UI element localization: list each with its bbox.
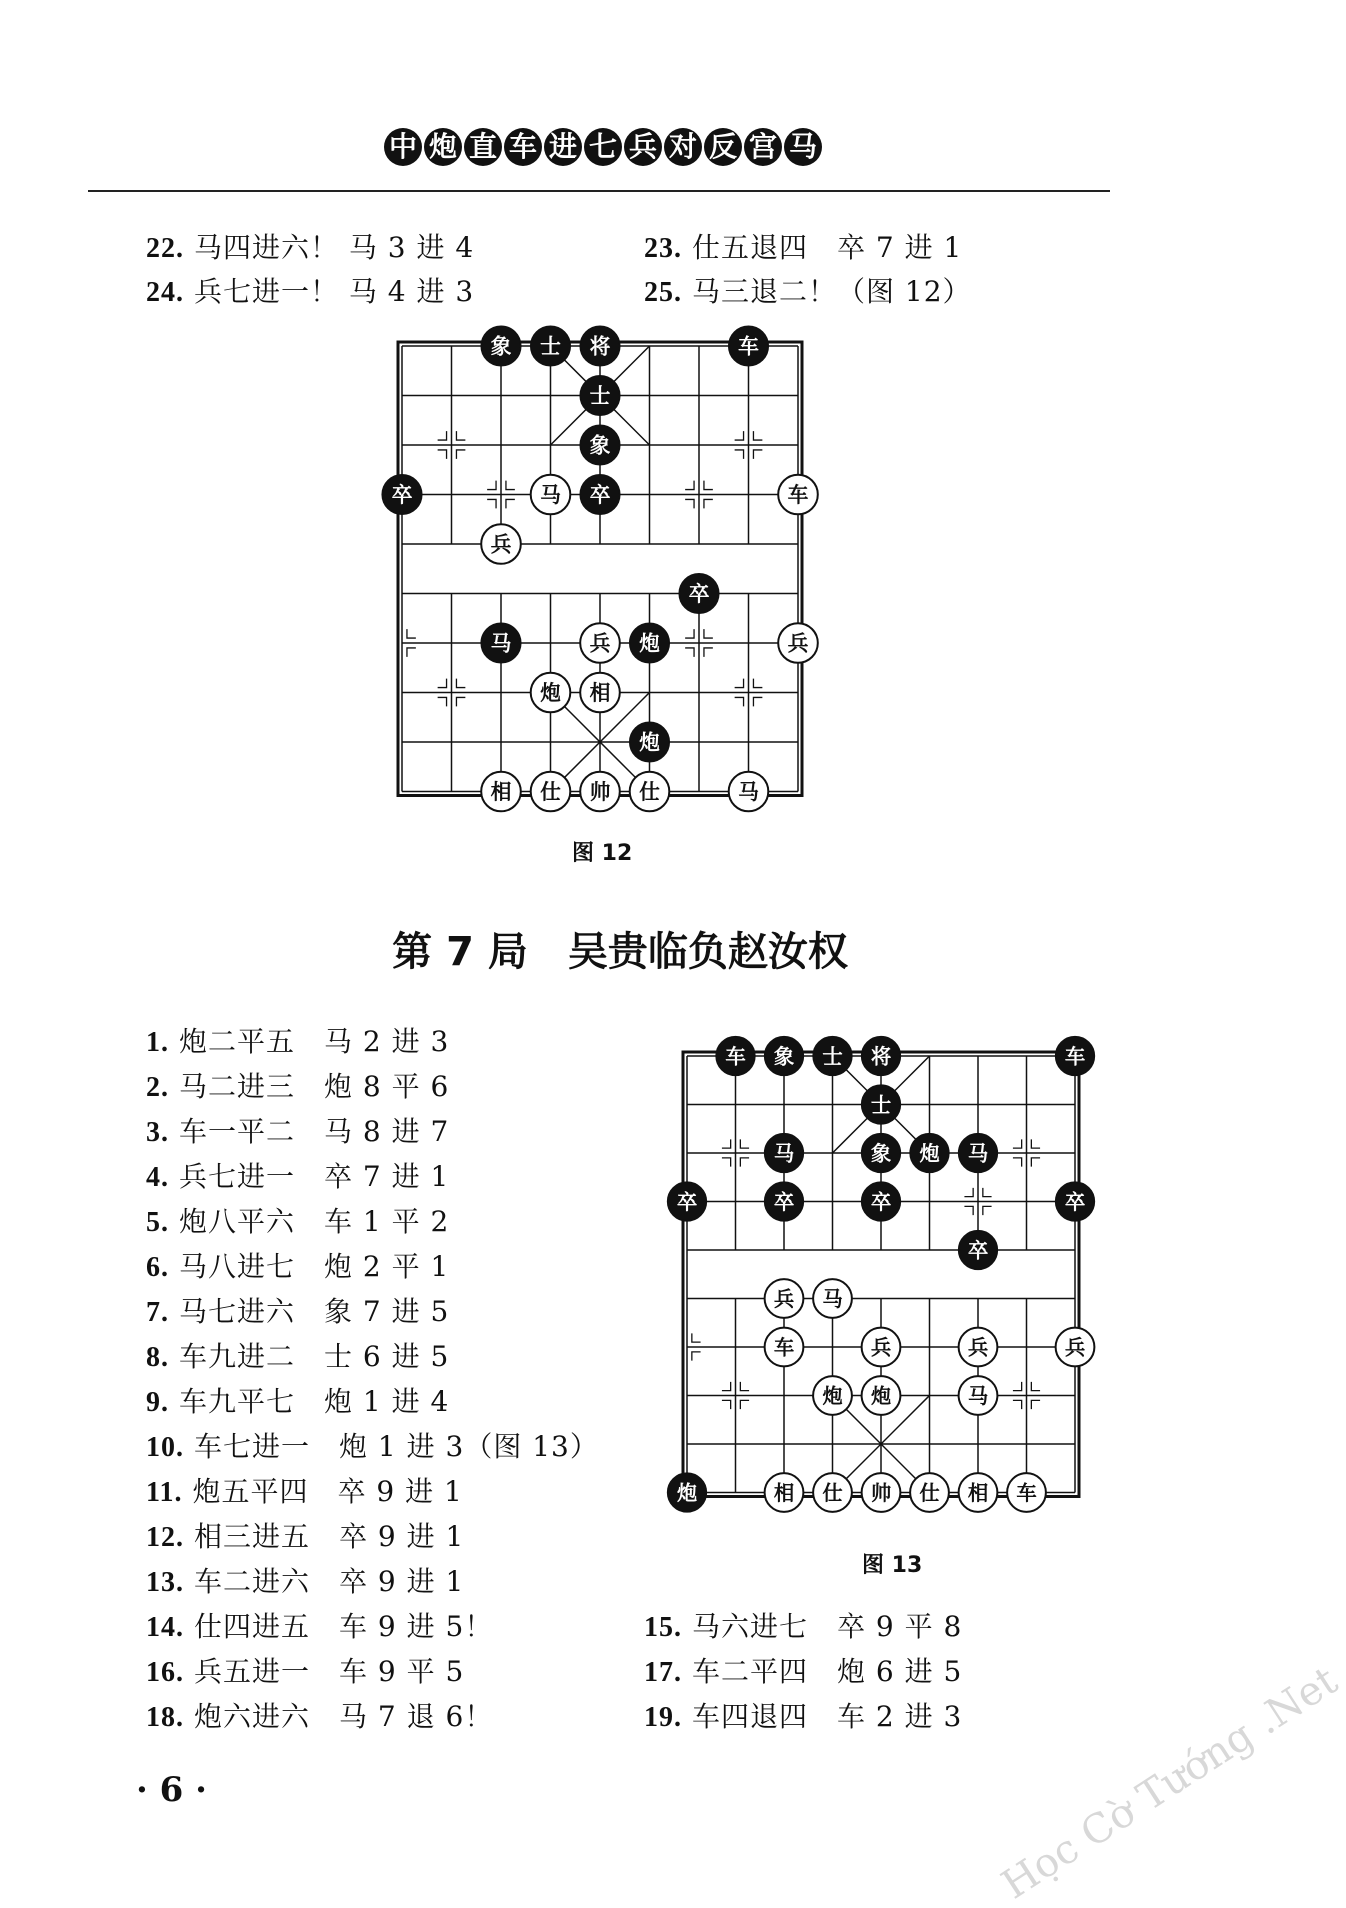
svg-text:马: 马 (490, 631, 512, 656)
piece-black (716, 1037, 755, 1076)
svg-text:炮: 炮 (676, 1480, 698, 1505)
move-line (146, 1290, 449, 1330)
piece-red (778, 623, 818, 663)
move-line (146, 1650, 464, 1690)
move-line (146, 1020, 449, 1060)
figure-caption: 图 13 (862, 1553, 923, 1578)
move-text: 车七进一 炮 1 进 3（图 13） (194, 1430, 599, 1463)
move-text: 车二平四 炮 6 进 5 (692, 1655, 963, 1688)
piece-red (813, 1376, 852, 1415)
xiangqi-board-figure-13 (665, 1040, 1095, 1540)
piece-black (580, 376, 620, 416)
header-char: 兵 (624, 128, 662, 166)
svg-text:车: 车 (1064, 1044, 1086, 1069)
move-number: 2. (146, 1072, 169, 1103)
piece-black (481, 623, 521, 663)
piece-red (959, 1473, 998, 1512)
move-line: 23. 仕五退四 卒 7 进 1 (644, 231, 963, 264)
piece-black (765, 1134, 804, 1173)
piece-red (862, 1328, 901, 1367)
move-text: 相三进五 卒 9 进 1 (194, 1520, 465, 1553)
svg-text:将: 将 (589, 334, 611, 359)
svg-text:士: 士 (589, 384, 611, 409)
piece-red (959, 1328, 998, 1367)
svg-text:将: 将 (870, 1044, 892, 1069)
move-line (146, 1560, 464, 1600)
move-line (146, 1200, 449, 1240)
piece-red (813, 1279, 852, 1318)
piece-red (910, 1473, 949, 1512)
move-number: 10. (146, 1432, 184, 1463)
piece-black (862, 1182, 901, 1221)
move-number: 6. (146, 1252, 169, 1283)
svg-text:卒: 卒 (967, 1238, 989, 1263)
piece-black (862, 1134, 901, 1173)
svg-text:卒: 卒 (589, 483, 611, 508)
move-number: 3. (146, 1117, 169, 1148)
piece-black (382, 475, 422, 515)
svg-text:炮: 炮 (919, 1141, 940, 1166)
header-char: 中 (384, 128, 422, 166)
piece-red (481, 772, 521, 812)
piece-black (1056, 1037, 1095, 1076)
move-line (644, 1650, 962, 1690)
move-line (146, 1155, 449, 1195)
move-text: 炮六进六 马 7 退 6！ (194, 1700, 494, 1733)
piece-black (679, 574, 719, 614)
piece-red (580, 772, 620, 812)
watermark: Học Cờ Tướng .Net (993, 1657, 1346, 1908)
move-text: 炮五平四 卒 9 进 1 (192, 1475, 463, 1508)
svg-text:象: 象 (589, 433, 611, 458)
svg-text:兵: 兵 (870, 1335, 892, 1360)
piece-red (531, 772, 571, 812)
move-text: 车二进六 卒 9 进 1 (194, 1565, 465, 1598)
running-header (0, 128, 1240, 176)
piece-red (862, 1376, 901, 1415)
header-char: 宫 (744, 128, 782, 166)
piece-black (531, 326, 571, 366)
piece-black (862, 1037, 901, 1076)
svg-text:炮: 炮 (822, 1383, 843, 1408)
move-text: 炮八平六 车 1 平 2 (179, 1205, 450, 1238)
svg-text:相: 相 (773, 1480, 795, 1505)
svg-text:士: 士 (822, 1044, 843, 1069)
move-number: 18. (146, 1702, 184, 1733)
move-text: 兵五进一 车 9 平 5 (194, 1655, 465, 1688)
svg-text:卒: 卒 (688, 582, 710, 607)
piece-red (531, 673, 571, 713)
piece-red (580, 623, 620, 663)
move-number: 11. (146, 1477, 183, 1508)
piece-black (481, 326, 521, 366)
svg-text:马: 马 (822, 1286, 843, 1311)
piece-black (959, 1231, 998, 1270)
piece-black (862, 1085, 901, 1124)
move-text: 车一平二 马 8 进 7 (179, 1115, 450, 1148)
piece-black (580, 326, 620, 366)
svg-text:兵: 兵 (787, 631, 809, 656)
header-char: 马 (784, 128, 822, 166)
piece-black (630, 623, 670, 663)
piece-red (531, 475, 571, 515)
piece-black (729, 326, 769, 366)
piece-black (630, 722, 670, 762)
move-text: 马七进六 象 7 进 5 (179, 1295, 450, 1328)
piece-black (765, 1037, 804, 1076)
header-char: 七 (584, 128, 622, 166)
piece-red (959, 1376, 998, 1415)
move-text: 马八进七 炮 2 平 1 (179, 1250, 450, 1283)
move-line: 25. 马三退二！（图 12） (644, 275, 972, 308)
svg-text:士: 士 (870, 1092, 892, 1117)
svg-text:士: 士 (540, 334, 561, 359)
svg-text:仕: 仕 (822, 1480, 843, 1505)
move-line (146, 1425, 599, 1465)
header-char: 进 (544, 128, 582, 166)
move-text: 车九平七 炮 1 进 4 (179, 1385, 450, 1418)
move-number: 7. (146, 1297, 169, 1328)
move-text: 马六进七 卒 9 平 8 (692, 1610, 963, 1643)
svg-text:马: 马 (967, 1141, 989, 1166)
piece-red (778, 475, 818, 515)
move-number: 13. (146, 1567, 184, 1598)
piece-black (813, 1037, 852, 1076)
piece-red (862, 1473, 901, 1512)
move-line: 22. 马四进六！ 马 3 进 4 (146, 231, 475, 264)
svg-text:帅: 帅 (870, 1480, 892, 1505)
svg-text:卒: 卒 (391, 483, 413, 508)
svg-text:相: 相 (967, 1480, 989, 1505)
svg-text:马: 马 (540, 483, 561, 508)
svg-text:卒: 卒 (773, 1189, 795, 1214)
header-char: 反 (704, 128, 742, 166)
move-line (146, 1515, 464, 1555)
page-number: · 6 · (136, 1770, 208, 1810)
figure-caption: 图 12 (572, 841, 633, 866)
piece-red (481, 524, 521, 564)
header-char: 车 (504, 128, 542, 166)
piece-red (765, 1279, 804, 1318)
svg-text:相: 相 (589, 681, 611, 706)
svg-text:象: 象 (490, 334, 512, 359)
piece-black (668, 1473, 707, 1512)
piece-black (668, 1182, 707, 1221)
move-number: 15. (644, 1612, 682, 1643)
piece-red (630, 772, 670, 812)
move-number: 16. (146, 1657, 184, 1688)
svg-text:相: 相 (490, 780, 512, 805)
move-line (146, 1470, 463, 1510)
svg-text:仕: 仕 (919, 1480, 940, 1505)
xiangqi-board-figure-12 (380, 330, 820, 830)
svg-text:车: 车 (787, 483, 809, 508)
move-text: 车四退四 车 2 进 3 (692, 1700, 963, 1733)
header-char: 炮 (424, 128, 462, 166)
svg-text:车: 车 (773, 1335, 795, 1360)
header-title (384, 128, 824, 166)
move-line (146, 1065, 449, 1105)
move-text: 仕四进五 车 9 进 5！ (194, 1610, 494, 1643)
svg-text:兵: 兵 (589, 631, 611, 656)
piece-red (813, 1473, 852, 1512)
move-number: 5. (146, 1207, 169, 1238)
svg-text:马: 马 (738, 780, 759, 805)
svg-text:炮: 炮 (540, 681, 561, 706)
piece-black (910, 1134, 949, 1173)
move-line: 24. 兵七进一！ 马 4 进 3 (146, 275, 475, 308)
move-number: 9. (146, 1387, 169, 1418)
svg-text:兵: 兵 (490, 532, 512, 557)
header-rule (88, 190, 1110, 192)
move-line (146, 1245, 449, 1285)
move-line (644, 1695, 962, 1735)
piece-red (765, 1328, 804, 1367)
svg-text:卒: 卒 (870, 1189, 892, 1214)
move-number: 8. (146, 1342, 169, 1373)
piece-black (765, 1182, 804, 1221)
svg-text:帅: 帅 (589, 780, 611, 805)
game-title: 第 7 局 吴贵临负赵汝权 (392, 929, 848, 975)
piece-red (580, 673, 620, 713)
move-line (146, 1110, 449, 1150)
piece-black (1056, 1182, 1095, 1221)
move-line (146, 1380, 449, 1420)
move-line (644, 1605, 962, 1645)
svg-text:卒: 卒 (1064, 1189, 1086, 1214)
svg-text:象: 象 (870, 1141, 892, 1166)
piece-red (729, 772, 769, 812)
move-line (146, 1695, 493, 1735)
move-number: 14. (146, 1612, 184, 1643)
svg-text:兵: 兵 (1064, 1335, 1086, 1360)
svg-text:仕: 仕 (540, 780, 561, 805)
piece-red (1007, 1473, 1046, 1512)
piece-red (765, 1473, 804, 1512)
move-text: 车九进二 士 6 进 5 (179, 1340, 450, 1373)
piece-black (580, 475, 620, 515)
svg-text:仕: 仕 (639, 780, 660, 805)
move-number: 12. (146, 1522, 184, 1553)
move-number: 17. (644, 1657, 682, 1688)
move-number: 4. (146, 1162, 169, 1193)
piece-red (1056, 1328, 1095, 1367)
svg-text:车: 车 (738, 334, 759, 359)
move-number: 19. (644, 1702, 682, 1733)
move-number: 1. (146, 1027, 169, 1058)
move-text: 兵七进一 卒 7 进 1 (179, 1160, 450, 1193)
move-text: 马二进三 炮 8 平 6 (179, 1070, 450, 1103)
svg-text:卒: 卒 (676, 1189, 698, 1214)
move-line (146, 1335, 449, 1375)
piece-black (959, 1134, 998, 1173)
svg-text:马: 马 (967, 1383, 989, 1408)
svg-text:马: 马 (773, 1141, 795, 1166)
svg-text:车: 车 (1016, 1480, 1037, 1505)
svg-text:炮: 炮 (639, 730, 660, 755)
svg-text:兵: 兵 (773, 1286, 795, 1311)
header-char: 对 (664, 128, 702, 166)
piece-black (580, 425, 620, 465)
move-line (146, 1605, 493, 1645)
svg-text:象: 象 (773, 1044, 795, 1069)
move-text: 炮二平五 马 2 进 3 (179, 1025, 450, 1058)
svg-text:炮: 炮 (870, 1383, 892, 1408)
svg-text:兵: 兵 (967, 1335, 989, 1360)
svg-text:炮: 炮 (639, 631, 660, 656)
svg-text:车: 车 (725, 1044, 746, 1069)
header-char: 直 (464, 128, 502, 166)
